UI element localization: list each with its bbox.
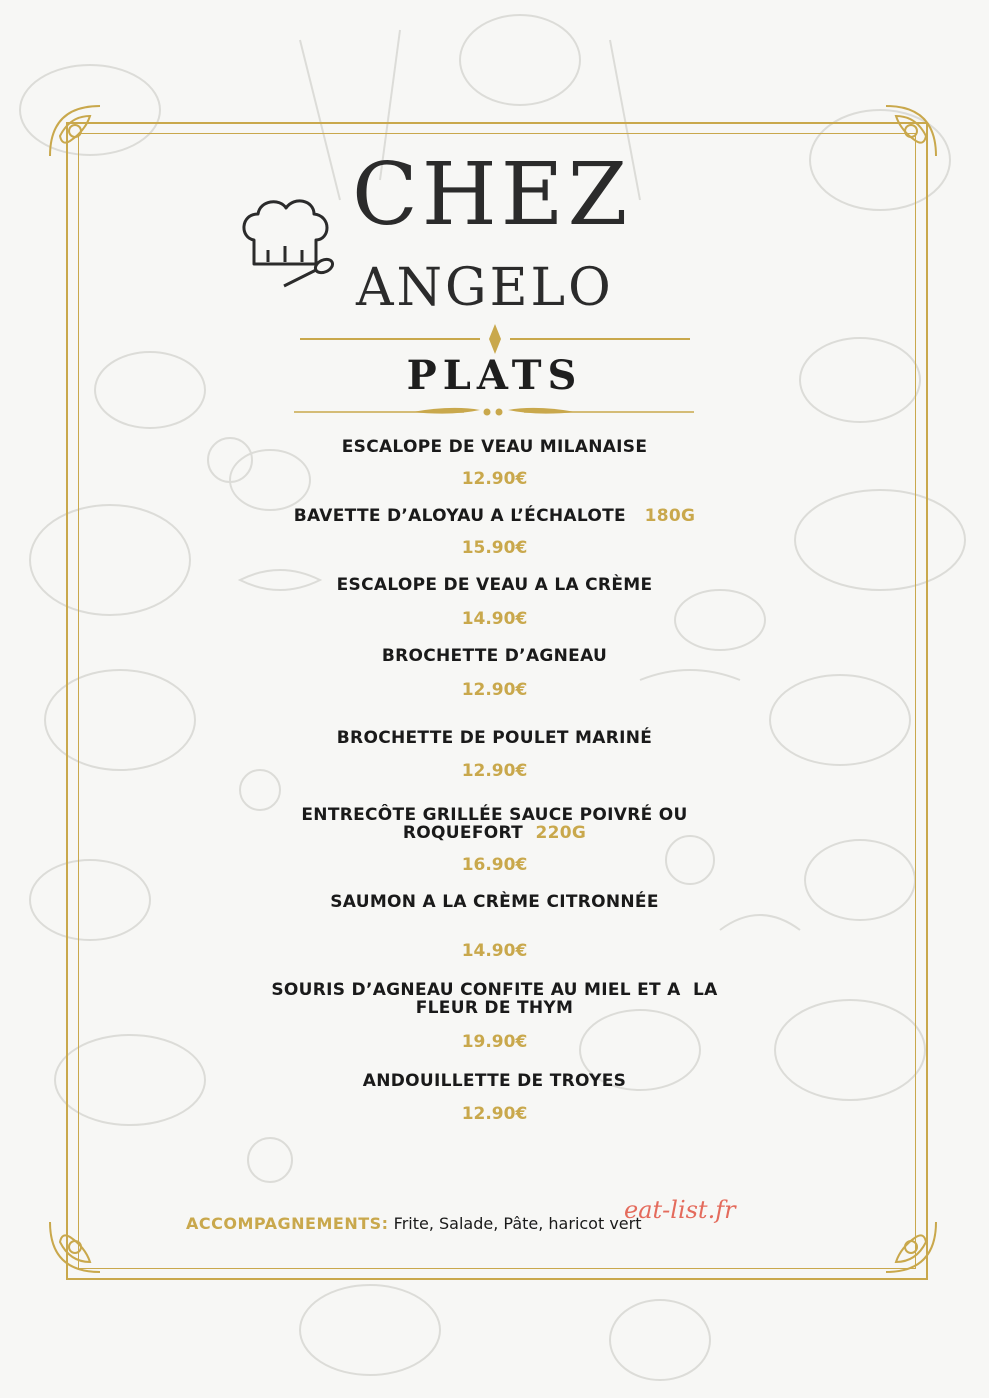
- menu-item-price: 12.90€: [461, 680, 528, 700]
- menu-item-price: 14.90€: [461, 941, 528, 961]
- menu-item-price: 19.90€: [461, 1032, 528, 1052]
- accompaniments-label: ACCOMPAGNEMENTS:: [186, 1214, 389, 1233]
- menu-item-price: 16.90€: [461, 855, 528, 875]
- menu-item-price: 15.90€: [461, 538, 528, 558]
- menu-item-name: ESCALOPE DE VEAU MILANAISE: [341, 437, 648, 457]
- menu-item-name-line1: ENTRECÔTE GRILLÉE SAUCE POIVRÉ OU: [301, 805, 688, 825]
- menu-item-name-text: ROQUEFORT: [402, 823, 524, 843]
- restaurant-name-line1: CHEZ: [352, 145, 632, 245]
- menu-item-price: 12.90€: [461, 1104, 528, 1124]
- menu-item-name: [0, 806, 989, 842]
- ornament-corner-icon: [40, 96, 110, 166]
- menu-item-price: 12.90€: [461, 469, 528, 489]
- menu-item-name: [0, 507, 989, 525]
- ornament-corner-icon: [40, 1212, 110, 1282]
- accompaniments-text: Frite, Salade, Pâte, haricot vert: [393, 1214, 642, 1233]
- menu-item-name: ANDOUILLETTE DE TROYES: [362, 1071, 627, 1091]
- section-title: PLATS: [406, 352, 583, 399]
- ornament-corner-icon: [876, 1212, 946, 1282]
- chef-hat-icon: [238, 194, 338, 288]
- menu-item-name: SAUMON A LA CRÈME CITRONNÉE: [330, 892, 659, 912]
- divider-ornament-icon: [294, 402, 694, 422]
- menu-item-name: BROCHETTE DE POULET MARINÉ: [336, 728, 653, 748]
- watermark: eat-list.fr: [624, 1196, 736, 1224]
- ornament-corner-icon: [876, 96, 946, 166]
- menu-item-name-text: BAVETTE D’ALOYAU A L’ÉCHALOTE: [293, 506, 626, 526]
- menu-item-name: [0, 981, 989, 1017]
- menu-item-price: 14.90€: [461, 609, 528, 629]
- restaurant-name-line2: ANGELO: [356, 258, 614, 318]
- menu-item-weight: 180G: [644, 506, 696, 526]
- menu-item-name-line2: [0, 824, 989, 842]
- divider-ornament-icon: [300, 322, 690, 356]
- menu-item-weight: 220G: [535, 823, 587, 843]
- menu-item-name-line1: SOURIS D’AGNEAU CONFITE AU MIEL ET A LA: [271, 980, 718, 1000]
- menu-item-price: 12.90€: [461, 761, 528, 781]
- menu-item-name: BROCHETTE D’AGNEAU: [381, 646, 608, 666]
- menu-item-name-line2: FLEUR DE THYM: [415, 998, 574, 1018]
- menu-item-name: ESCALOPE DE VEAU A LA CRÈME: [336, 575, 653, 595]
